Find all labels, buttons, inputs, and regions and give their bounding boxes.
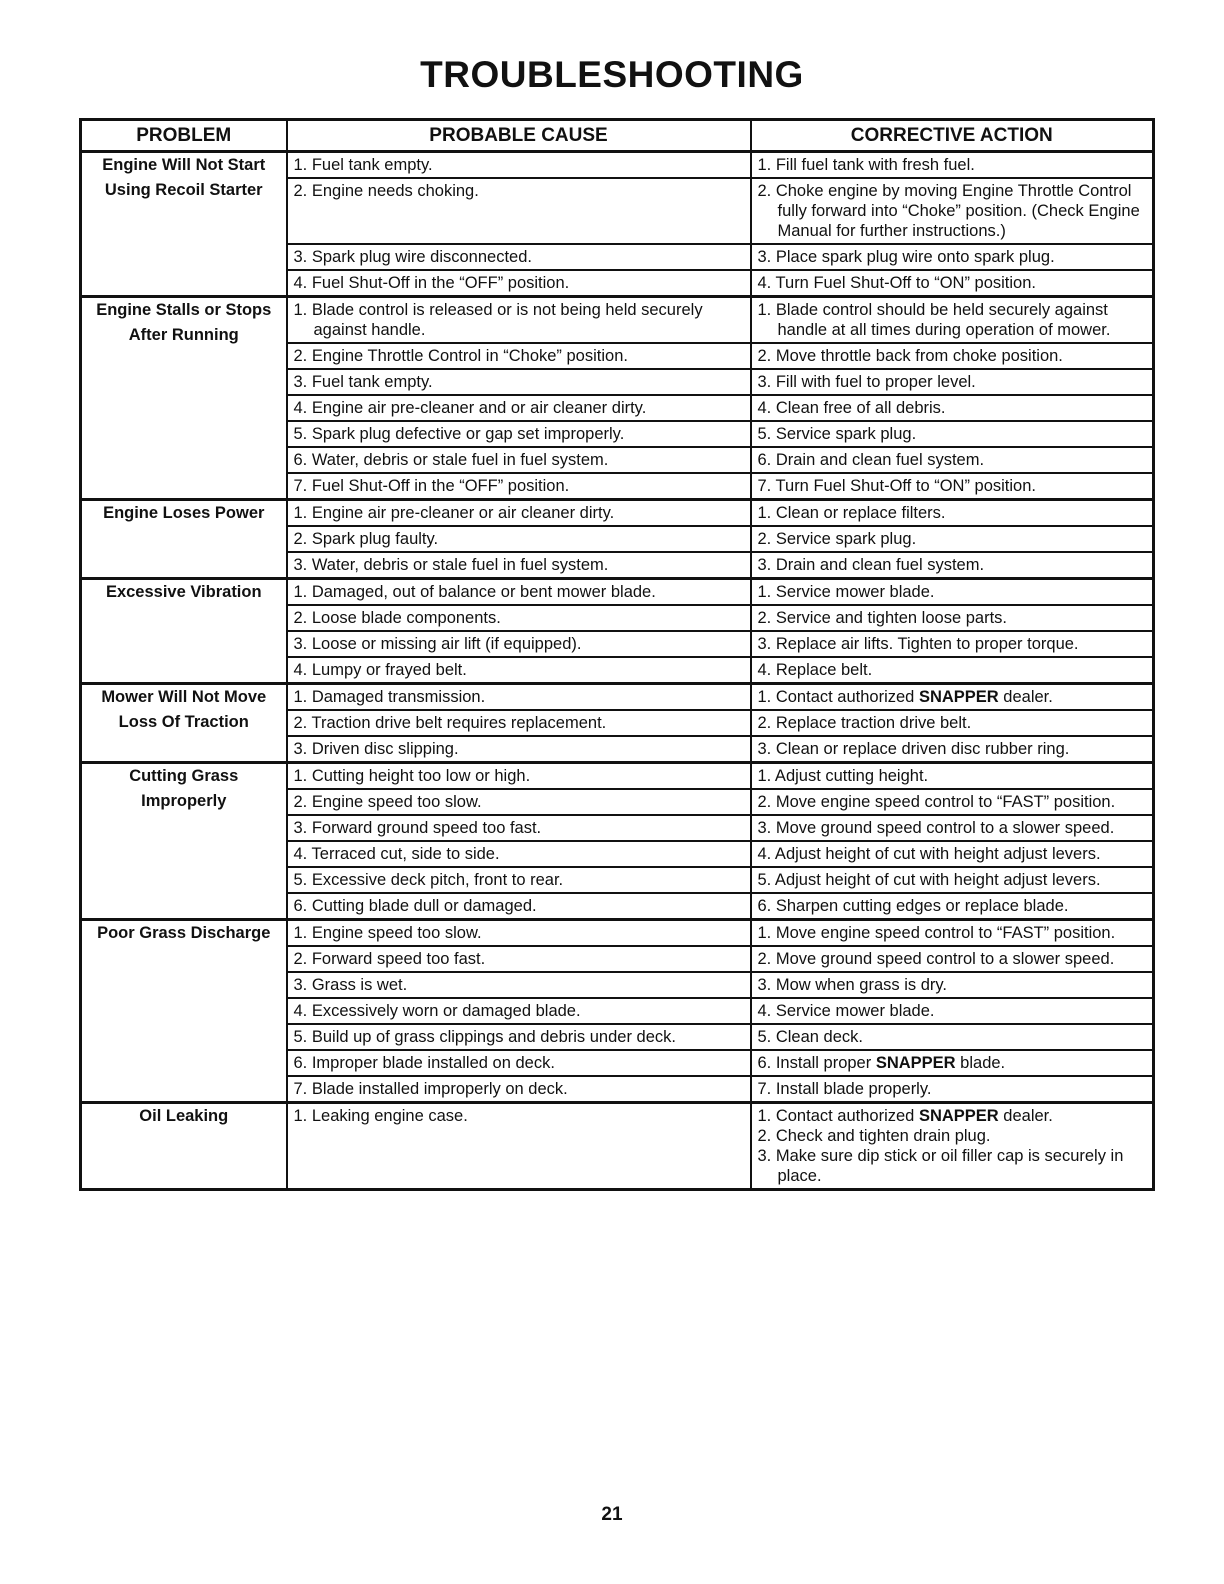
action-text-part: 2. Service and tighten loose parts.	[757, 609, 1007, 627]
cause-cell	[287, 684, 751, 711]
cause-cell	[287, 552, 751, 579]
cause-text: 4. Lumpy or frayed belt.	[293, 661, 467, 679]
cause-cell	[287, 605, 751, 631]
cause-text: 5. Excessive deck pitch, front to rear.	[293, 871, 564, 889]
action-text-part: 3. Make sure dip stick or oil filler cap is securely in place.	[757, 1147, 1124, 1185]
cause-cell	[287, 815, 751, 841]
cause-text: 5. Spark plug defective or gap set improperly.	[293, 425, 625, 443]
cause-text: 1. Fuel tank empty.	[293, 156, 433, 174]
action-text-part: 1. Adjust cutting height.	[757, 767, 929, 785]
action-text	[758, 896, 1149, 916]
action-text-part: 1. Blade control should be held securely against handle at all times during operation of mower.	[757, 301, 1111, 339]
action-text	[758, 476, 1149, 496]
problem-cell: Oil Leaking	[81, 1103, 287, 1190]
action-cell	[751, 526, 1154, 552]
action-cell	[751, 736, 1154, 763]
action-text	[758, 273, 1149, 293]
action-text-part: 6. Drain and clean fuel system.	[757, 451, 985, 469]
action-cell	[751, 893, 1154, 920]
action-text	[758, 155, 1149, 175]
action-cell	[751, 552, 1154, 579]
cause-cell	[287, 152, 751, 179]
action-text-part: 1. Clean or replace filters.	[757, 504, 946, 522]
action-text-part: 1. Move engine speed control to “FAST” position.	[757, 924, 1116, 942]
action-text	[758, 372, 1149, 392]
action-cell	[751, 815, 1154, 841]
action-text	[758, 450, 1149, 470]
cause-text: 2. Engine needs choking.	[293, 182, 479, 200]
cause-cell	[287, 736, 751, 763]
action-cell	[751, 867, 1154, 893]
action-cell	[751, 343, 1154, 369]
cause-text: 1. Engine air pre-cleaner or air cleaner dirty.	[293, 504, 615, 522]
action-cell	[751, 447, 1154, 473]
action-text	[758, 634, 1149, 654]
action-cell	[751, 631, 1154, 657]
action-text	[758, 300, 1149, 340]
cause-cell	[287, 473, 751, 500]
action-cell	[751, 684, 1154, 711]
cause-text: 2. Traction drive belt requires replacement.	[293, 714, 607, 732]
action-text-part: 3. Move ground speed control to a slower speed.	[757, 819, 1115, 837]
action-text-part: blade.	[955, 1054, 1006, 1072]
table-body	[81, 152, 1154, 1190]
action-cell	[751, 1103, 1154, 1190]
action-cell	[751, 998, 1154, 1024]
cause-cell	[287, 946, 751, 972]
action-text	[758, 529, 1149, 549]
action-text-part: dealer.	[998, 1107, 1053, 1125]
cause-text: 4. Terraced cut, side to side.	[293, 845, 500, 863]
cause-cell	[287, 395, 751, 421]
action-text-part: 1. Fill fuel tank with fresh fuel.	[757, 156, 975, 174]
action-cell	[751, 972, 1154, 998]
action-cell	[751, 710, 1154, 736]
cause-cell	[287, 631, 751, 657]
action-text-part: 5. Adjust height of cut with height adjust levers.	[757, 871, 1101, 889]
action-text	[758, 503, 1149, 523]
action-cell	[751, 500, 1154, 527]
action-text	[758, 1027, 1149, 1047]
page-number: 21	[601, 1504, 623, 1525]
action-text	[758, 949, 1149, 969]
table-row	[81, 579, 1154, 606]
table-row	[81, 920, 1154, 947]
action-text-part: 3. Fill with fuel to proper level.	[757, 373, 976, 391]
cause-text: 3. Forward ground speed too fast.	[293, 819, 542, 837]
cause-text: 1. Damaged transmission.	[293, 688, 486, 706]
problem-cell: Excessive Vibration	[81, 579, 287, 684]
action-cell	[751, 152, 1154, 179]
action-text-part: 2. Choke engine by moving Engine Throttle Control fully forward into “Choke” position. (Check Engine Manual for further instructions.)	[757, 182, 1140, 240]
action-cell	[751, 421, 1154, 447]
cause-text: 1. Leaking engine case.	[293, 1107, 468, 1125]
action-text	[758, 844, 1149, 864]
action-text	[758, 1126, 1149, 1146]
cause-cell	[287, 447, 751, 473]
action-text	[758, 1146, 1149, 1186]
action-text	[758, 181, 1149, 241]
action-text-part: 2. Move engine speed control to “FAST” position.	[757, 793, 1116, 811]
action-cell	[751, 1024, 1154, 1050]
table-row	[81, 152, 1154, 179]
cause-cell	[287, 369, 751, 395]
action-cell	[751, 1076, 1154, 1103]
action-cell	[751, 763, 1154, 790]
cause-cell	[287, 972, 751, 998]
table-row	[81, 684, 1154, 711]
action-text	[758, 792, 1149, 812]
cause-cell	[287, 244, 751, 270]
action-text-part: 4. Adjust height of cut with height adjust levers.	[757, 845, 1101, 863]
action-text-part: 1. Contact authorized	[757, 688, 919, 706]
action-text-part: dealer.	[998, 688, 1053, 706]
action-cell	[751, 946, 1154, 972]
action-text-part: 5. Service spark plug.	[757, 425, 917, 443]
header-problem: PROBLEM	[81, 120, 287, 152]
cause-text: 2. Forward speed too fast.	[293, 950, 486, 968]
action-text	[758, 1106, 1149, 1126]
cause-text: 1. Engine speed too slow.	[293, 924, 482, 942]
table-row	[81, 297, 1154, 344]
cause-text: 2. Loose blade components.	[293, 609, 501, 627]
table-row	[81, 1103, 1154, 1190]
header-corrective-action: CORRECTIVE ACTION	[751, 120, 1154, 152]
action-text	[758, 660, 1149, 680]
action-text	[758, 1053, 1149, 1073]
action-cell	[751, 920, 1154, 947]
action-text-part: 3. Mow when grass is dry.	[757, 976, 948, 994]
action-text-part: 2. Service spark plug.	[757, 530, 917, 548]
action-cell	[751, 1050, 1154, 1076]
action-text-part: 7. Install blade properly.	[757, 1080, 932, 1098]
action-text-part: 5. Clean deck.	[757, 1028, 863, 1046]
cause-cell	[287, 297, 751, 344]
action-text	[758, 1001, 1149, 1021]
action-cell	[751, 789, 1154, 815]
cause-text: 4. Fuel Shut-Off in the “OFF” position.	[293, 274, 570, 292]
action-text	[758, 713, 1149, 733]
cause-text: 6. Improper blade installed on deck.	[293, 1054, 555, 1072]
header-probable-cause: PROBABLE CAUSE	[287, 120, 751, 152]
cause-cell	[287, 343, 751, 369]
action-text-part: 2. Move ground speed control to a slower speed.	[757, 950, 1115, 968]
action-text-part: 7. Turn Fuel Shut-Off to “ON” position.	[757, 477, 1036, 495]
cause-cell	[287, 1050, 751, 1076]
cause-cell	[287, 579, 751, 606]
action-text	[758, 608, 1149, 628]
action-text-part: 2. Move throttle back from choke position.	[757, 347, 1063, 365]
brand-name: SNAPPER	[875, 1054, 956, 1072]
cause-text: 4. Engine air pre-cleaner and or air cleaner dirty.	[293, 399, 647, 417]
cause-cell	[287, 421, 751, 447]
action-text-part: 2. Replace traction drive belt.	[757, 714, 972, 732]
action-cell	[751, 395, 1154, 421]
action-text	[758, 1079, 1149, 1099]
action-cell	[751, 270, 1154, 297]
problem-cell: Mower Will Not Move Loss Of Traction	[81, 684, 287, 763]
cause-cell	[287, 841, 751, 867]
cause-text: 7. Fuel Shut-Off in the “OFF” position.	[293, 477, 570, 495]
action-text	[758, 870, 1149, 890]
cause-text: 6. Cutting blade dull or damaged.	[293, 897, 537, 915]
action-text	[758, 424, 1149, 444]
table-row	[81, 763, 1154, 790]
cause-cell	[287, 1024, 751, 1050]
cause-text: 3. Fuel tank empty.	[293, 373, 433, 391]
action-cell	[751, 657, 1154, 684]
cause-text: 6. Water, debris or stale fuel in fuel system.	[293, 451, 609, 469]
cause-text: 3. Loose or missing air lift (if equipped).	[293, 635, 582, 653]
cause-text: 3. Grass is wet.	[293, 976, 408, 994]
cause-text: 1. Blade control is released or is not being held securely against handle.	[293, 301, 703, 339]
brand-name: SNAPPER	[918, 688, 999, 706]
action-text	[758, 247, 1149, 267]
action-cell	[751, 473, 1154, 500]
action-text	[758, 555, 1149, 575]
cause-cell	[287, 657, 751, 684]
action-text-part: 1. Contact authorized	[757, 1107, 919, 1125]
action-text	[758, 766, 1149, 786]
cause-text: 2. Engine Throttle Control in “Choke” position.	[293, 347, 628, 365]
cause-cell	[287, 789, 751, 815]
problem-cell: Cutting Grass Improperly	[81, 763, 287, 920]
action-cell	[751, 369, 1154, 395]
action-text-part: 3. Place spark plug wire onto spark plug.	[757, 248, 1055, 266]
cause-text: 1. Damaged, out of balance or bent mower blade.	[293, 583, 656, 601]
cause-cell	[287, 920, 751, 947]
action-text-part: 2. Check and tighten drain plug.	[757, 1127, 991, 1145]
cause-cell	[287, 526, 751, 552]
cause-cell	[287, 500, 751, 527]
action-text-part: 4. Clean free of all debris.	[757, 399, 946, 417]
action-text	[758, 398, 1149, 418]
action-text	[758, 818, 1149, 838]
cause-cell	[287, 867, 751, 893]
action-text-part: 6. Install proper	[757, 1054, 876, 1072]
cause-text: 3. Spark plug wire disconnected.	[293, 248, 532, 266]
action-cell	[751, 841, 1154, 867]
cause-cell	[287, 893, 751, 920]
cause-cell	[287, 710, 751, 736]
cause-cell	[287, 763, 751, 790]
cause-text: 2. Spark plug faulty.	[293, 530, 439, 548]
action-text	[758, 739, 1149, 759]
action-text-part: 3. Drain and clean fuel system.	[757, 556, 985, 574]
cause-text: 3. Water, debris or stale fuel in fuel system.	[293, 556, 609, 574]
action-cell	[751, 178, 1154, 244]
action-text	[758, 975, 1149, 995]
cause-cell	[287, 178, 751, 244]
table-row	[81, 500, 1154, 527]
action-text-part: 4. Turn Fuel Shut-Off to “ON” position.	[757, 274, 1036, 292]
problem-cell: Engine Will Not Start Using Recoil Starter	[81, 152, 287, 297]
action-text	[758, 687, 1149, 707]
page-title: TROUBLESHOOTING	[420, 54, 804, 95]
cause-cell	[287, 270, 751, 297]
action-cell	[751, 605, 1154, 631]
cause-text: 3. Driven disc slipping.	[293, 740, 459, 758]
brand-name: SNAPPER	[918, 1107, 999, 1125]
action-cell	[751, 579, 1154, 606]
action-text	[758, 923, 1149, 943]
troubleshooting-table	[79, 118, 1155, 1191]
cause-text: 5. Build up of grass clippings and debris under deck.	[293, 1028, 676, 1046]
action-text	[758, 346, 1149, 366]
action-text-part: 4. Service mower blade.	[757, 1002, 935, 1020]
action-text-part: 3. Replace air lifts. Tighten to proper torque.	[757, 635, 1079, 653]
cause-cell	[287, 998, 751, 1024]
table-header-row	[81, 120, 1154, 152]
problem-cell: Engine Loses Power	[81, 500, 287, 579]
action-text-part: 4. Replace belt.	[757, 661, 873, 679]
problem-cell: Engine Stalls or Stops After Running	[81, 297, 287, 500]
action-cell	[751, 297, 1154, 344]
action-text-part: 6. Sharpen cutting edges or replace blade.	[757, 897, 1069, 915]
cause-cell	[287, 1103, 751, 1190]
cause-text: 2. Engine speed too slow.	[293, 793, 482, 811]
action-text	[758, 582, 1149, 602]
cause-cell	[287, 1076, 751, 1103]
action-cell	[751, 244, 1154, 270]
cause-text: 4. Excessively worn or damaged blade.	[293, 1002, 581, 1020]
action-text-part: 1. Service mower blade.	[757, 583, 935, 601]
cause-text: 7. Blade installed improperly on deck.	[293, 1080, 568, 1098]
cause-text: 1. Cutting height too low or high.	[293, 767, 531, 785]
action-text-part: 3. Clean or replace driven disc rubber ring.	[757, 740, 1070, 758]
problem-cell: Poor Grass Discharge	[81, 920, 287, 1103]
